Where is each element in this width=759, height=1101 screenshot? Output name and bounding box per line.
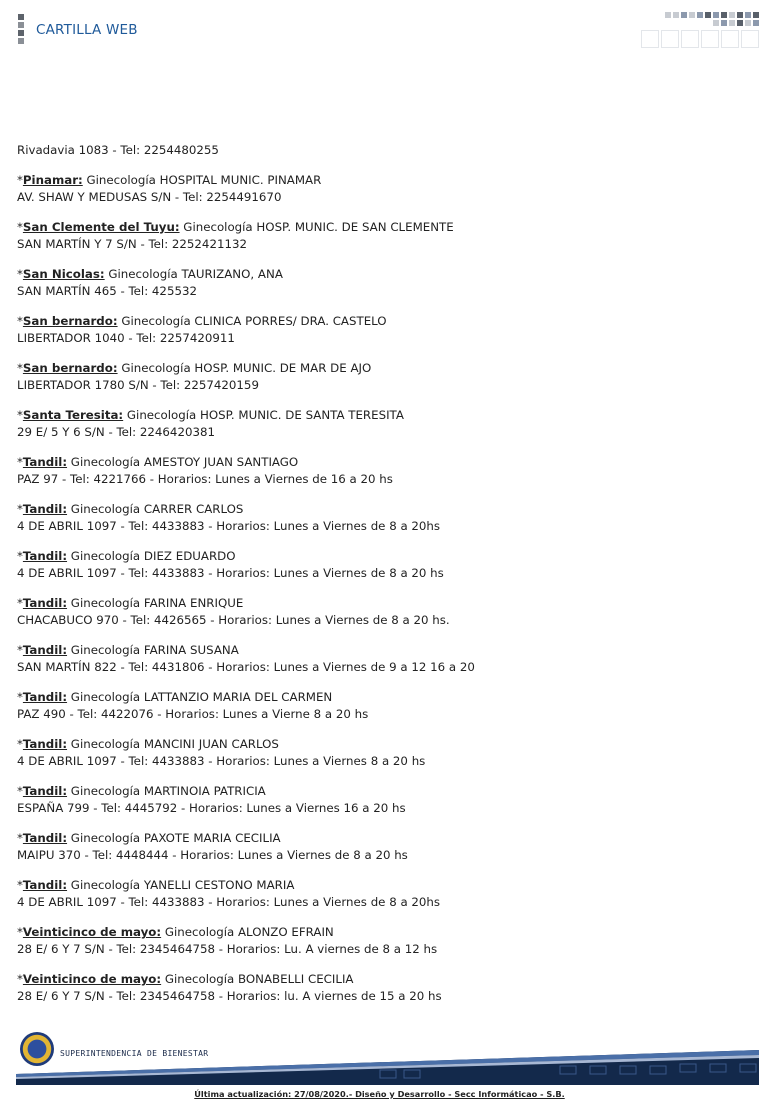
list-item <box>17 548 737 582</box>
entry-specialty: Ginecología MANCINI JUAN CARLOS <box>67 737 279 751</box>
list-item <box>17 736 737 770</box>
entry-city: Veinticinco de mayo: <box>22 972 162 986</box>
entry-heading <box>17 266 737 283</box>
entry-address: 28 E/ 6 Y 7 S/N - Tel: 2345464758 - Horarios: lu. A viernes de 15 a 20 hs <box>17 989 442 1003</box>
entry-heading <box>17 407 737 424</box>
provider-list <box>17 142 737 1018</box>
list-item <box>17 407 737 441</box>
entry-city: San Clemente del Tuyu: <box>22 220 180 234</box>
entry-bullet: * <box>17 784 23 798</box>
entry-bullet: * <box>17 737 23 751</box>
entry-bullet: * <box>17 267 23 281</box>
brand-bar-icon <box>18 14 24 46</box>
entry-heading <box>17 360 737 377</box>
page-title: CARTILLA WEB <box>36 22 138 38</box>
entry-address: 29 E/ 5 Y 6 S/N - Tel: 2246420381 <box>17 425 215 439</box>
entry-specialty: Ginecología CLINICA PORRES/ DRA. CASTELO <box>117 314 387 328</box>
list-item <box>17 501 737 535</box>
entry-bullet: * <box>17 314 23 328</box>
entry-specialty: Ginecología YANELLI CESTONO MARIA <box>67 878 295 892</box>
list-item <box>17 877 737 911</box>
entry-heading <box>17 548 737 565</box>
entry-bullet: * <box>17 361 23 375</box>
entry-bullet: * <box>17 925 23 939</box>
entry-heading <box>17 830 737 847</box>
entry-bullet: * <box>17 643 23 657</box>
entry-city: Tandil: <box>22 455 68 469</box>
entry-heading <box>17 783 737 800</box>
entry-city: Tandil: <box>22 831 68 845</box>
entry-bullet: * <box>17 690 23 704</box>
entry-address: LIBERTADOR 1780 S/N - Tel: 2257420159 <box>17 378 259 392</box>
entry-address: ESPAÑA 799 - Tel: 4445792 - Horarios: Lunes a Viernes 16 a 20 hs <box>17 801 406 815</box>
entry-city: San bernardo: <box>22 314 118 328</box>
entry-heading <box>17 172 737 189</box>
entry-specialty: Ginecología HOSP. MUNIC. DE SANTA TERESITA <box>123 408 404 422</box>
entry-address: 4 DE ABRIL 1097 - Tel: 4433883 - Horarios: Lunes a Viernes de 8 a 20hs <box>17 895 441 909</box>
entry-bullet: * <box>17 596 23 610</box>
entry-specialty: Ginecología PAXOTE MARIA CECILIA <box>67 831 281 845</box>
entry-city: Tandil: <box>22 878 68 892</box>
entry-bullet: * <box>17 549 23 563</box>
entry-heading <box>17 454 737 471</box>
entry-address: Rivadavia 1083 - Tel: 2254480255 <box>17 143 219 157</box>
entry-specialty: Ginecología HOSP. MUNIC. DE MAR DE AJO <box>117 361 372 375</box>
list-item <box>17 142 737 159</box>
list-item <box>17 783 737 817</box>
org-name: SUPERINTENDENCIA DE BIENESTAR <box>60 1049 209 1058</box>
entry-specialty: Ginecología CARRER CARLOS <box>67 502 244 516</box>
entry-city: Tandil: <box>22 502 68 516</box>
list-item <box>17 924 737 958</box>
list-item <box>17 595 737 629</box>
entry-heading <box>17 219 737 236</box>
entry-heading <box>17 642 737 659</box>
entry-city: San bernardo: <box>22 361 118 375</box>
entry-address: SAN MARTÍN 822 - Tel: 4431806 - Horarios: Lunes a Viernes de 9 a 12 16 a 20 <box>17 660 475 674</box>
entry-city: San Nicolas: <box>22 267 105 281</box>
entry-specialty: Ginecología DIEZ EDUARDO <box>67 549 236 563</box>
entry-heading <box>17 595 737 612</box>
entry-bullet: * <box>17 173 23 187</box>
entry-heading <box>17 736 737 753</box>
entry-bullet: * <box>17 878 23 892</box>
entry-city: Pinamar: <box>22 173 83 187</box>
entry-city: Tandil: <box>22 737 68 751</box>
list-item <box>17 830 737 864</box>
entry-city: Tandil: <box>22 643 68 657</box>
entry-address: 28 E/ 6 Y 7 S/N - Tel: 2345464758 - Horarios: Lu. A viernes de 8 a 12 hs <box>17 942 438 956</box>
entry-address: MAIPU 370 - Tel: 4448444 - Horarios: Lunes a Viernes de 8 a 20 hs <box>17 848 408 862</box>
entry-specialty: Ginecología ALONZO EFRAIN <box>161 925 334 939</box>
entry-address: SAN MARTÍN Y 7 S/N - Tel: 2252421132 <box>17 237 247 251</box>
last-update-note: Última actualización: 27/08/2020.- Diseño y Desarrollo - Secc Informáticao - S.B. <box>194 1089 565 1099</box>
entry-address: SAN MARTÍN 465 - Tel: 425532 <box>17 284 197 298</box>
entry-bullet: * <box>17 408 23 422</box>
entry-city: Veinticinco de mayo: <box>22 925 162 939</box>
entry-heading <box>17 877 737 894</box>
entry-specialty: Ginecología AMESTOY JUAN SANTIAGO <box>67 455 299 469</box>
entry-specialty: Ginecología HOSP. MUNIC. DE SAN CLEMENTE <box>179 220 454 234</box>
entry-bullet: * <box>17 455 23 469</box>
header-decoration-icon <box>634 12 759 48</box>
entry-bullet: * <box>17 220 23 234</box>
footer-wave-graphic <box>0 1038 759 1088</box>
entry-specialty: Ginecología MARTINOIA PATRICIA <box>67 784 266 798</box>
entry-bullet: * <box>17 502 23 516</box>
entry-address: PAZ 97 - Tel: 4221766 - Horarios: Lunes a Viernes de 16 a 20 hs <box>17 472 393 486</box>
list-item <box>17 219 737 253</box>
entry-specialty: Ginecología HOSPITAL MUNIC. PINAMAR <box>82 173 322 187</box>
entry-heading <box>17 501 737 518</box>
entry-city: Tandil: <box>22 784 68 798</box>
entry-address: 4 DE ABRIL 1097 - Tel: 4433883 - Horarios: Lunes a Viernes 8 a 20 hs <box>17 754 426 768</box>
entry-address: 4 DE ABRIL 1097 - Tel: 4433883 - Horarios: Lunes a Viernes de 8 a 20 hs <box>17 566 444 580</box>
list-item <box>17 642 737 676</box>
entry-heading <box>17 971 737 988</box>
entry-address: LIBERTADOR 1040 - Tel: 2257420911 <box>17 331 235 345</box>
list-item <box>17 172 737 206</box>
list-item <box>17 454 737 488</box>
entry-bullet: * <box>17 831 23 845</box>
entry-address: CHACABUCO 970 - Tel: 4426565 - Horarios: Lunes a Viernes de 8 a 20 hs. <box>17 613 450 627</box>
entry-specialty: Ginecología FARINA SUSANA <box>67 643 239 657</box>
page-footer <box>0 1028 759 1101</box>
entry-specialty: Ginecología BONABELLI CECILIA <box>161 972 354 986</box>
entry-address: PAZ 490 - Tel: 4422076 - Horarios: Lunes a Vierne 8 a 20 hs <box>17 707 369 721</box>
entry-specialty: Ginecología TAURIZANO, ANA <box>104 267 283 281</box>
list-item <box>17 689 737 723</box>
entry-address: 4 DE ABRIL 1097 - Tel: 4433883 - Horarios: Lunes a Viernes de 8 a 20hs <box>17 519 441 533</box>
entry-city: Tandil: <box>22 690 68 704</box>
entry-specialty: Ginecología FARINA ENRIQUE <box>67 596 244 610</box>
entry-address: AV. SHAW Y MEDUSAS S/N - Tel: 2254491670 <box>17 190 282 204</box>
entry-city: Tandil: <box>22 596 68 610</box>
entry-heading <box>17 313 737 330</box>
list-item <box>17 971 737 1005</box>
entry-specialty: Ginecología LATTANZIO MARIA DEL CARMEN <box>67 690 333 704</box>
entry-city: Santa Teresita: <box>22 408 124 422</box>
list-item <box>17 360 737 394</box>
entry-bullet: * <box>17 972 23 986</box>
page-header <box>0 0 759 60</box>
superintendencia-seal-icon <box>20 1032 54 1066</box>
entry-city: Tandil: <box>22 549 68 563</box>
list-item <box>17 266 737 300</box>
list-item <box>17 313 737 347</box>
entry-heading <box>17 689 737 706</box>
entry-heading <box>17 924 737 941</box>
